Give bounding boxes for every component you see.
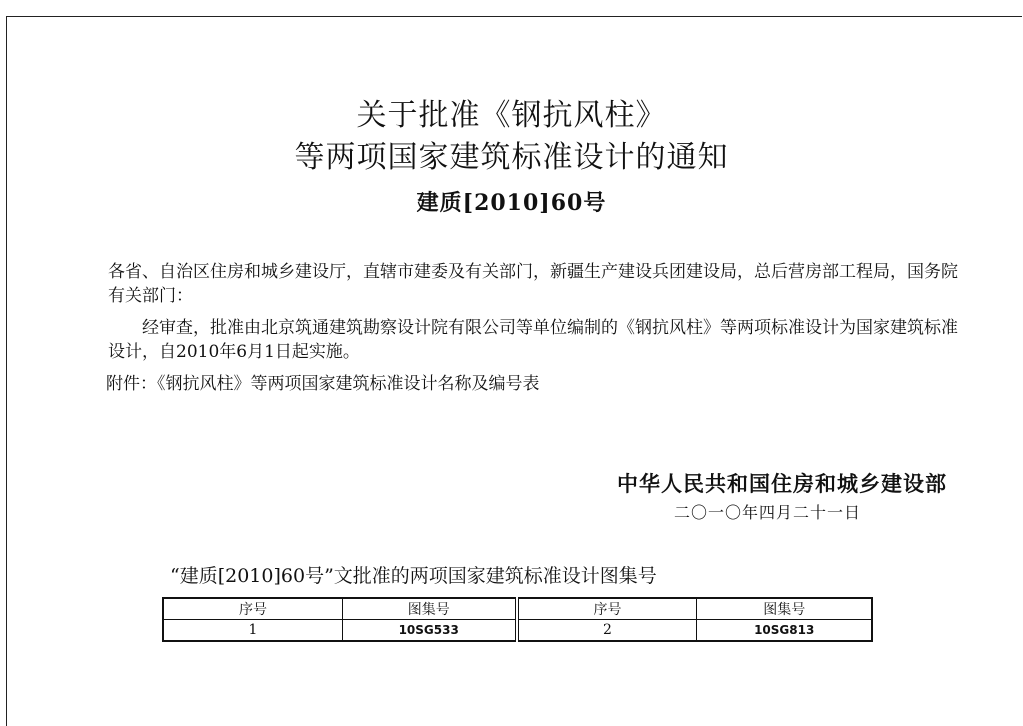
title-line-1: 关于批准《钢抗风柱》 (356, 98, 667, 133)
approval-paragraph: 经审查，批准由北京筑通建筑勘察设计院有限公司等单位编制的《钢抗风柱》等两项标准设计为国家建筑标准设计，自2010年6月1日起实施。 (108, 318, 958, 362)
cell-serial-1: 1 (163, 620, 342, 642)
table-header-row (163, 598, 872, 620)
cell-atlas-1: 10SG533 (342, 620, 516, 642)
header-serial-1: 序号 (163, 598, 342, 620)
document-number: 建质[2010]60号 (416, 190, 607, 216)
cell-serial-2: 2 (517, 620, 697, 642)
issue-date: 二〇一〇年四月二十一日 (673, 503, 861, 522)
cell-atlas-2: 10SG813 (697, 620, 872, 642)
table-row (163, 620, 872, 642)
table-caption: “建质[2010]60号”文批准的两项国家建筑标准设计图集号 (170, 565, 657, 587)
addressees: 各省、自治区住房和城乡建设厅，直辖市建委及有关部门，新疆生产建设兵团建设局，总后营房部工程局，国务院有关部门： (108, 262, 958, 306)
issuing-authority: 中华人民共和国住房和城乡建设部 (617, 472, 947, 496)
header-serial-2: 序号 (517, 598, 697, 620)
atlas-number-table (162, 597, 873, 642)
title-line-2: 等两项国家建筑标准设计的通知 (294, 140, 729, 175)
header-atlas-2: 图集号 (697, 598, 872, 620)
header-atlas-1: 图集号 (342, 598, 516, 620)
attachment-line: 附件：《钢抗风柱》等两项国家建筑标准设计名称及编号表 (106, 374, 540, 394)
